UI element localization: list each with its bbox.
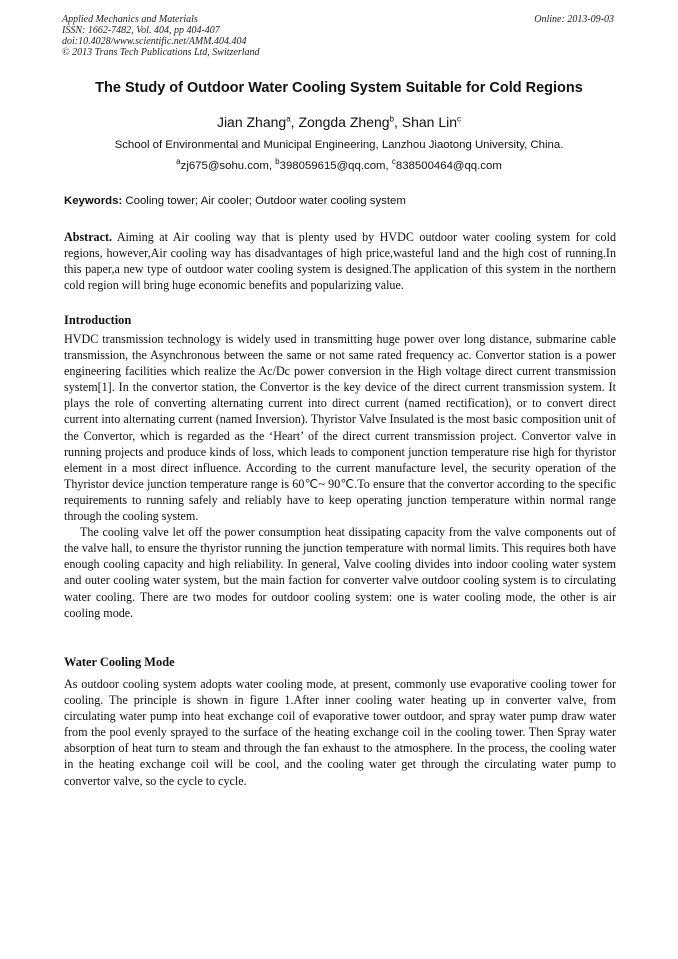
author-sup: a	[286, 114, 291, 124]
paragraph: HVDC transmission technology is widely used in transmitting huge power over long distance, submarine cable transmission, the Asynchronous between the same or not same rated frequency ac. Convertor station is a power engineering facilities which realize the Ac/Dc power conversion in the High voltage direct current transmission system[1]. In the convertor station, the Convertor is the key device of the direct current transmission system. It plays the role of converting alternating current into direct current (named rectification), or to convert direct current into alternating current (named Inversion). Thyristor Valve Insulated is the most basic composition unit of the Convertor, which is regarded as the ‘Heart’ of the direct current transmission project. Convertor valve in running projects and produce kinds of loss, which leads to component junction temperature rise high for thyristor element in a most direct influence. According to the current manufacture level, the security operation of the Thyristor device junction temperature range is 60℃~ 90℃.To ensure that the convertor according to the specific requirements to running safely and reliably have to keep operating junction temperature within normal range through the cooling system.	[64, 332, 616, 524]
section-heading-water-cooling-mode: Water Cooling Mode	[64, 655, 175, 669]
abstract-label: Abstract.	[64, 230, 113, 244]
keywords	[64, 195, 616, 207]
section-heading-introduction: Introduction	[64, 313, 132, 327]
online-date: Online: 2013-09-03	[534, 14, 614, 25]
author-name: Zongda Zheng	[298, 114, 390, 130]
email-separator: ,	[268, 160, 276, 172]
email-list	[0, 157, 678, 172]
paper-title: The Study of Outdoor Water Cooling System Suitable for Cold Regions	[95, 80, 583, 96]
keywords-label: Keywords:	[64, 195, 123, 207]
email-sup: c	[391, 157, 396, 167]
copyright-line: © 2013 Trans Tech Publications Ltd, Switzerland	[62, 47, 260, 58]
author-sup: c	[457, 114, 462, 124]
abstract	[64, 229, 616, 293]
affiliation: School of Environmental and Municipal Engineering, Lanzhou Jiaotong University, China.	[114, 139, 564, 151]
author-separator: ,	[290, 114, 299, 130]
email-sup: a	[176, 157, 181, 167]
author-sup: b	[389, 114, 394, 124]
journal-name: Applied Mechanics and Materials	[62, 14, 198, 25]
email-address: zj675@sohu.com	[180, 160, 269, 172]
email-address: 398059615@qq.com	[279, 160, 386, 172]
issn-line: ISSN: 1662-7482, Vol. 404, pp 404-407	[62, 25, 220, 36]
journal-header	[62, 14, 260, 58]
abstract-text: Aiming at Air cooling way that is plenty used by HVDC outdoor water cooling system for cold regions, however,Air cooling way has disadvantages of high price,wasteful land and the high cost of running.In this paper,a new type of outdoor water cooling system is designed.The application of this system in the northern cold region will bring huge economic benefits and popularizing value.	[64, 230, 616, 293]
paragraph: As outdoor cooling system adopts water cooling mode, at present, commonly use evaporative cooling tower for cooling. The principle is shown in figure 1.After inner cooling water heating up in converter valve, from circulating water pump into heat exchange coil of evaporative tower outdoor, and spray water pump draw water from the pool evenly sprayed to the surface of the heating exchange coil in the cooling tower. Then Spray water absorption of heat turn to steam and through the fan exhaust to the atmosphere. In the process, the cooling water in the heating exchange coil will be cool, and the cooling water get through the circulating water pump to convertor valve, so the cycle to cycle.	[64, 677, 616, 788]
email-sup: b	[275, 157, 280, 167]
water-cooling-mode-body	[64, 676, 616, 789]
email-separator: ,	[385, 160, 392, 172]
author-list	[0, 114, 678, 130]
keywords-text: Cooling tower; Air cooler; Outdoor water cooling system	[122, 195, 406, 207]
email-address: 838500464@qq.com	[395, 160, 502, 172]
paragraph: The cooling valve let off the power consumption heat dissipating capacity from the valve components out of the valve hall, to ensure the thyristor running the junction temperature with normal limits. This requires both have enough cooling capacity and high reliability. In general, Valve cooling divides into indoor cooling water system and outer cooling water system, but the main faction for converter valve outdoor cooling system is to circulating water cooling. There are two modes for outdoor cooling system: one is water cooling mode, the other is air cooling mode.	[64, 525, 616, 620]
introduction-body	[64, 331, 616, 621]
doi-line: doi:10.4028/www.scientific.net/AMM.404.404	[62, 36, 247, 47]
author-separator: ,	[393, 114, 402, 130]
author-name: Jian Zhang	[216, 114, 287, 130]
author-name: Shan Lin	[401, 114, 458, 130]
